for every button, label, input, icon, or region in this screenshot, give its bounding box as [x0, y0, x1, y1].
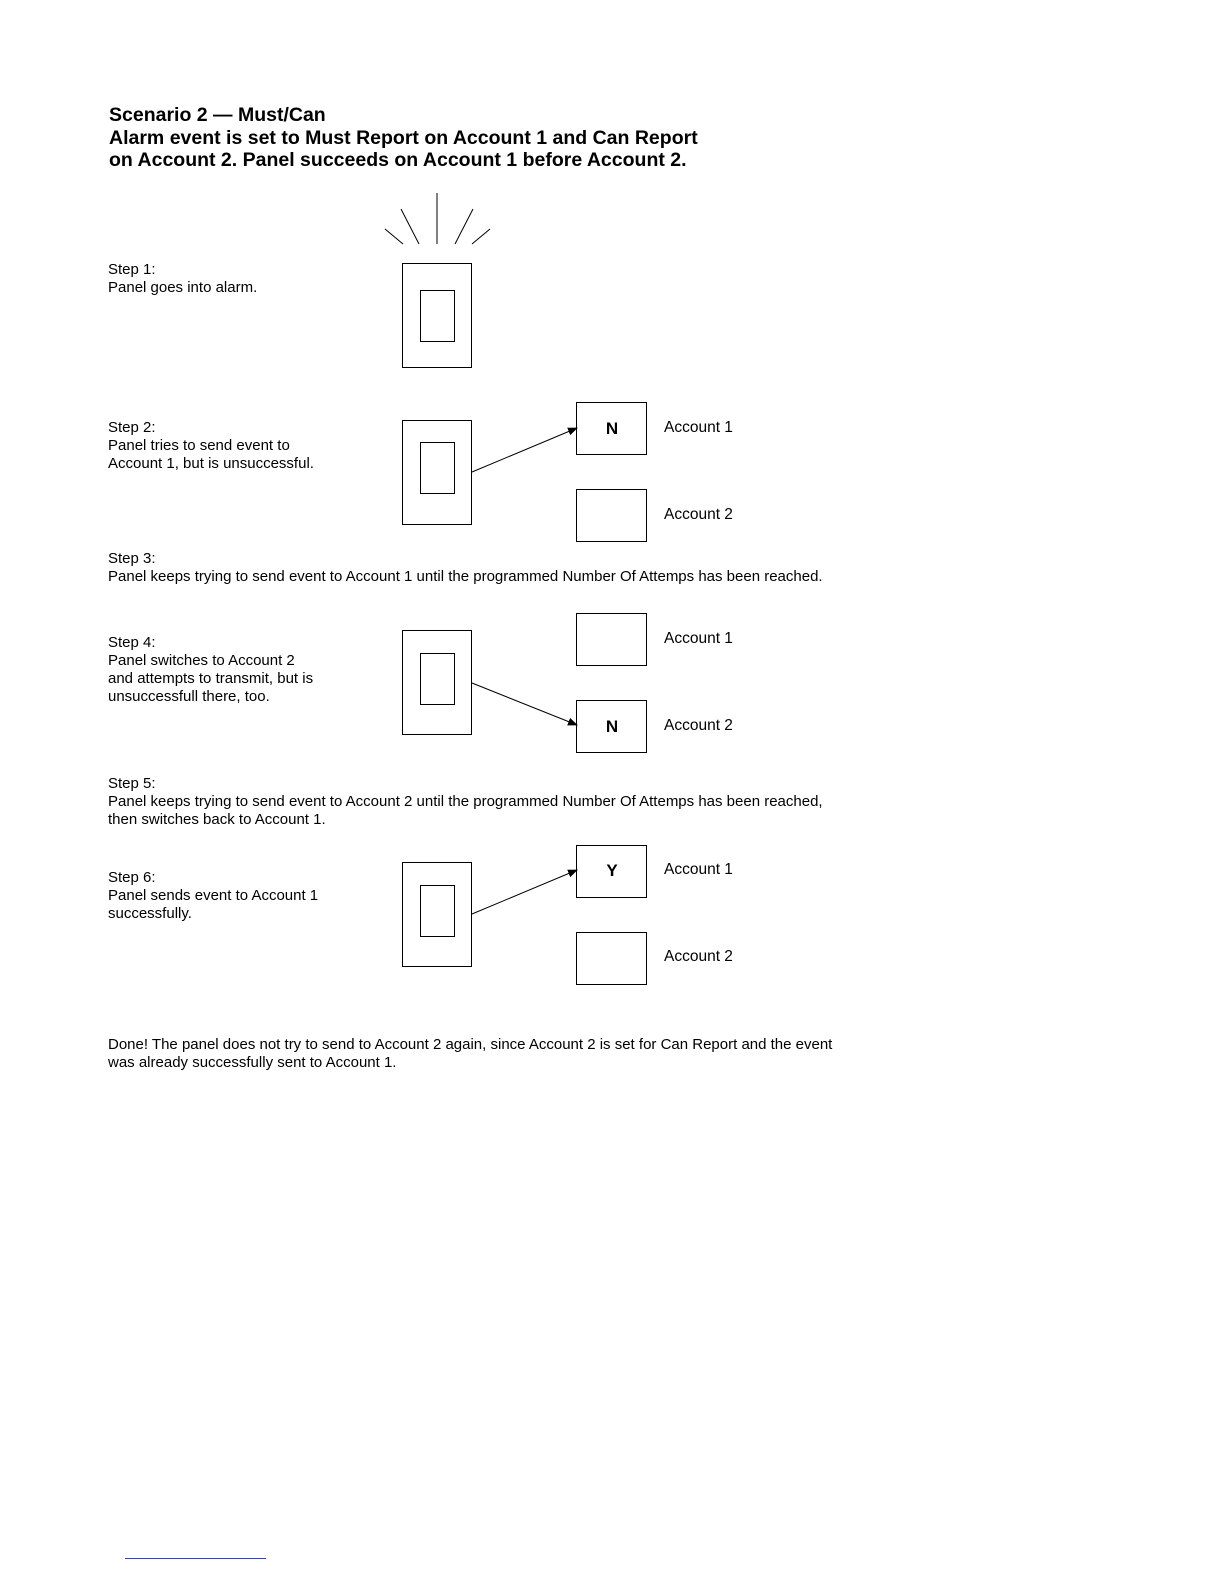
step-6-account-1-label: Account 1 — [664, 861, 733, 878]
step-3-text: Step 3: Panel keeps trying to send event to Account 1 until the programmed Number Of Attemps has been reached. — [108, 550, 823, 585]
step-5-text: Step 5: Panel keeps trying to send event to Account 2 until the programmed Number Of Attemps has been reached, then switches back to Account 1. — [108, 775, 823, 828]
step-1-text: Step 1: Panel goes into alarm. — [108, 261, 258, 296]
alarm-ray-left-outer — [385, 229, 403, 244]
step-4-account-1-label: Account 1 — [664, 630, 733, 647]
panel-inner — [421, 443, 455, 494]
panel-inner — [421, 291, 455, 342]
panel-outer — [403, 421, 472, 525]
step-2-text: Step 2: Panel tries to send event to Account 1, but is unsuccessful. — [108, 419, 314, 472]
step-2-account-1-status: N — [605, 419, 619, 438]
step-6-account-1-status: Y — [606, 861, 618, 880]
step-6-panel — [403, 863, 472, 967]
step-2-account-2-box — [577, 490, 647, 542]
alarm-ray-right-outer — [472, 229, 490, 244]
step-6-arrow — [472, 870, 577, 914]
alarm-rays-icon — [385, 193, 490, 244]
step-6-account-2-box — [577, 933, 647, 985]
step-2-account-2-label: Account 2 — [664, 506, 733, 523]
alarm-ray-right-inner — [455, 209, 473, 244]
step-4-account-2-label: Account 2 — [664, 717, 733, 734]
scenario-title: Scenario 2 — Must/Can Alarm event is set to Must Report on Account 1 and Can Report on Account 2. Panel succeeds on Account 1 before Account 2. — [109, 104, 698, 171]
step-2-account-1-label: Account 1 — [664, 419, 733, 436]
step-1-panel — [403, 264, 472, 368]
step-6-account-2-label: Account 2 — [664, 948, 733, 965]
alarm-ray-left-inner — [401, 209, 419, 244]
step-4-account-1-box — [577, 614, 647, 666]
panel-inner — [421, 654, 455, 705]
step-4-text: Step 4: Panel switches to Account 2 and attempts to transmit, but is unsuccessfull there, too. — [108, 634, 314, 705]
step-4-panel — [403, 631, 472, 735]
panel-outer — [403, 631, 472, 735]
step-4-arrow — [472, 683, 577, 725]
panel-outer — [403, 264, 472, 368]
step-2-arrow — [472, 428, 577, 472]
panel-outer — [403, 863, 472, 967]
footnote-rule — [125, 1558, 266, 1559]
step-6-text: Step 6: Panel sends event to Account 1 successfully. — [108, 869, 319, 922]
step-4-account-2-status: N — [605, 717, 619, 736]
done-text: Done! The panel does not try to send to Account 2 again, since Account 2 is set for Can Report and the event was already successfully sent to Account 1. — [108, 1036, 833, 1071]
panel-inner — [421, 886, 455, 937]
step-2-panel — [403, 421, 472, 525]
